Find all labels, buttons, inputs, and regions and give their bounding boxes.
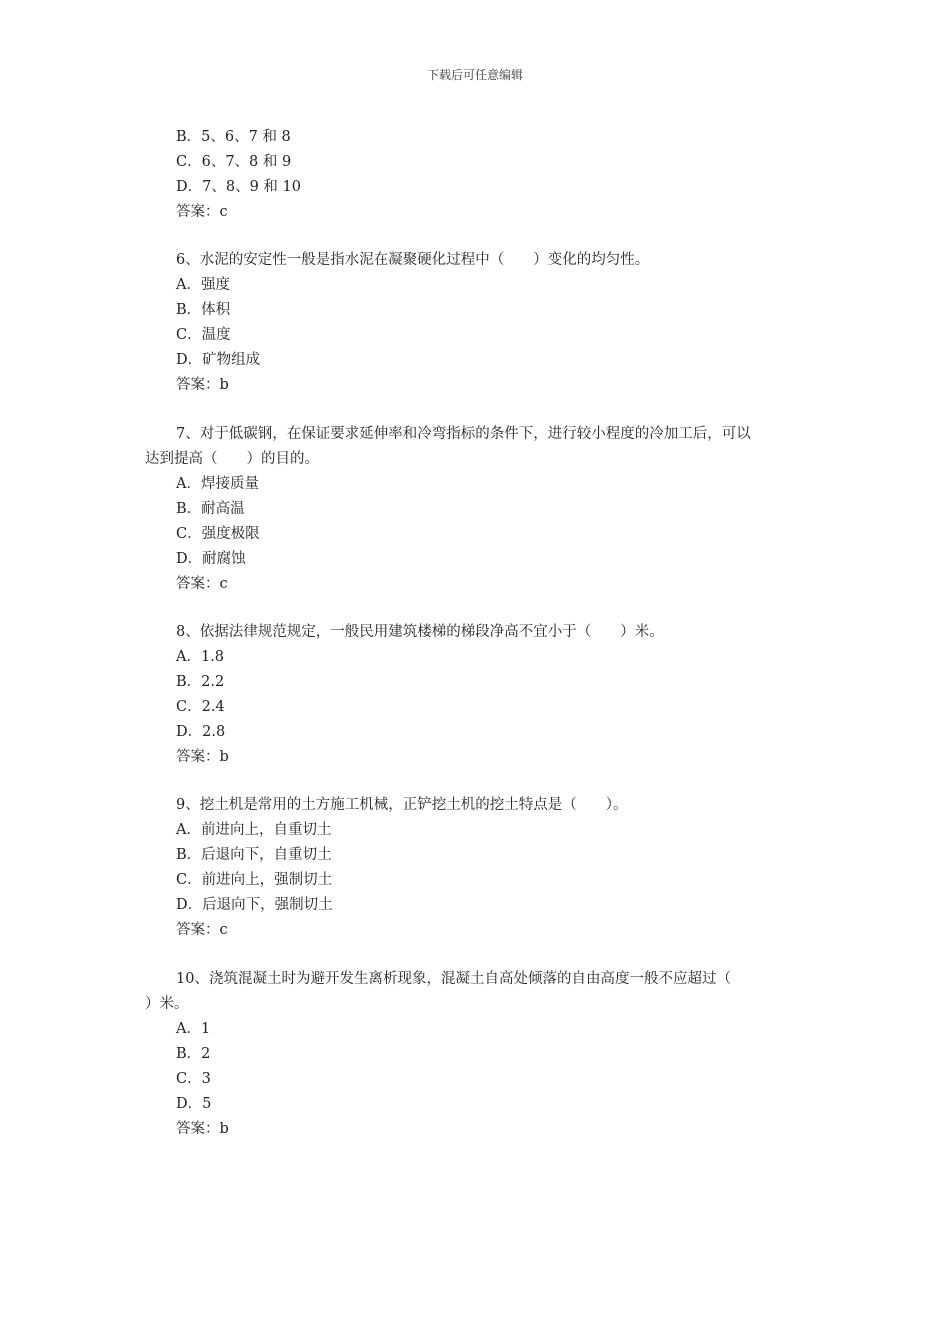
option-c: C．前进向上，强制切土 xyxy=(176,872,333,888)
answer: 答案：c xyxy=(176,204,228,220)
option-a: A．焊接质量 xyxy=(176,476,259,492)
question-text: 6、水泥的安定性一般是指水泥在凝聚硬化过程中（ ）变化的均匀性。 xyxy=(176,252,650,268)
question-text: 10、浇筑混凝土时为避开发生离析现象，混凝土自高处倾落的自由高度一般不应超过（ xyxy=(176,971,731,987)
option-a: A．前进向上，自重切土 xyxy=(176,822,332,838)
option-c: C．3 xyxy=(176,1071,211,1087)
answer: 答案：b xyxy=(176,749,229,765)
option-c: C．温度 xyxy=(176,327,231,343)
option-b: B．2 xyxy=(176,1046,211,1062)
answer: 答案：c xyxy=(176,922,228,938)
option-d: D．2.8 xyxy=(176,724,226,740)
question-text: 7、对于低碳钢，在保证要求延伸率和冷弯指标的条件下，进行较小程度的冷加工后，可以 xyxy=(176,426,751,442)
page-header: 下载后可任意编辑 xyxy=(426,68,523,82)
option-b: B．耐高温 xyxy=(176,501,245,517)
option-b: B．5、6、7 和 8 xyxy=(176,129,291,145)
option-b: B．体积 xyxy=(176,302,231,318)
option-c: C．强度极限 xyxy=(176,526,260,542)
option-c: C．2.4 xyxy=(176,699,225,715)
option-d: D．耐腐蚀 xyxy=(176,551,246,567)
question-text-cont: 达到提高（ ）的目的。 xyxy=(145,451,319,467)
option-d: D．矿物组成 xyxy=(176,352,261,368)
answer: 答案：b xyxy=(176,377,229,393)
question-text: 9、挖土机是常用的土方施工机械，正铲挖土机的挖土特点是（ ）。 xyxy=(176,797,628,813)
question-text: 8、依据法律规范规定，一般民用建筑楼梯的梯段净高不宜小于（ ）米。 xyxy=(176,624,664,640)
answer: 答案：c xyxy=(176,576,228,592)
answer: 答案：b xyxy=(176,1121,229,1137)
option-b: B．后退向下，自重切土 xyxy=(176,847,332,863)
option-a: A．1.8 xyxy=(176,649,225,665)
option-d: D．5 xyxy=(176,1096,212,1112)
option-d: D．后退向下，强制切土 xyxy=(176,897,333,913)
question-text-cont: ）米。 xyxy=(145,996,189,1012)
option-b: B．2.2 xyxy=(176,674,225,690)
option-a: A．1 xyxy=(176,1021,211,1037)
option-a: A．强度 xyxy=(176,277,230,293)
option-d: D．7、8、9 和 10 xyxy=(176,179,301,195)
option-c: C．6、7、8 和 9 xyxy=(176,154,292,170)
